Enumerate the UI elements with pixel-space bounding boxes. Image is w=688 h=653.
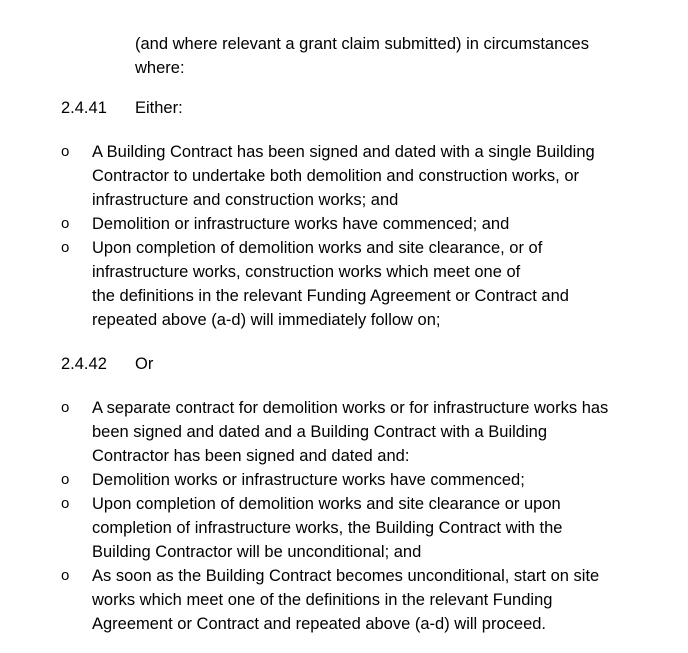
- bullet-icon: o: [61, 471, 70, 488]
- clause-number: 2.4.41: [61, 99, 107, 117]
- list-item-line: infrastructure works, construction works which meet one of: [92, 263, 521, 281]
- bullet-icon: o: [61, 215, 70, 232]
- bullet-icon: o: [61, 567, 70, 584]
- list-item-line: Contractor has been signed and dated and:: [92, 447, 410, 465]
- list-item-line: Contractor to undertake both demolition and construction works, or: [92, 167, 580, 185]
- list-item-line: As soon as the Building Contract becomes unconditional, start on site: [92, 567, 600, 585]
- bullet-icon: o: [61, 495, 70, 512]
- list-item-line: works which meet one of the definitions in the relevant Funding: [92, 591, 553, 609]
- list-item-line: Upon completion of demolition works and site clearance, or of: [92, 239, 543, 257]
- list-item-line: completion of infrastructure works, the Building Contract with the: [92, 519, 563, 537]
- list-item-line: infrastructure and construction works; and: [92, 191, 399, 209]
- list-item-line: been signed and dated and a Building Contract with a Building: [92, 423, 547, 441]
- bullet-icon: o: [61, 239, 70, 256]
- list-item: [0, 564, 667, 636]
- list-item-line: repeated above (a-d) will immediately follow on;: [92, 311, 441, 329]
- intro-line: where:: [135, 59, 185, 77]
- list-item-line: Demolition or infrastructure works have commenced; and: [92, 215, 510, 233]
- clause-number: 2.4.42: [61, 355, 107, 373]
- list-item-line: A separate contract for demolition works or for infrastructure works has: [92, 399, 609, 417]
- list-item-line: Agreement or Contract and repeated above (a-d) will proceed.: [92, 615, 546, 633]
- clause-2-4-41-list: [0, 140, 688, 332]
- list-item-line: Building Contractor will be unconditional; and: [92, 543, 422, 561]
- list-item-line: Demolition works or infrastructure works have commenced;: [92, 471, 525, 489]
- list-item-line: A Building Contract has been signed and dated with a single Building: [92, 143, 595, 161]
- list-item: [0, 468, 667, 492]
- clause-2-4-42-heading: [61, 352, 661, 376]
- list-item-line: the definitions in the relevant Funding Agreement or Contract and: [92, 287, 569, 305]
- bullet-icon: o: [61, 143, 70, 160]
- list-item: [0, 212, 667, 236]
- intro-line: (and where relevant a grant claim submitted) in circumstances: [135, 35, 589, 53]
- list-item-line: Upon completion of demolition works and site clearance or upon: [92, 495, 561, 513]
- clause-heading: Either:: [135, 99, 183, 117]
- list-item: [0, 492, 667, 564]
- clause-2-4-41-heading: [61, 96, 661, 120]
- list-item: [0, 140, 667, 212]
- list-item: [0, 236, 667, 332]
- intro-paragraph: [135, 32, 675, 80]
- clause-2-4-42-list: [0, 396, 688, 636]
- list-item: [0, 396, 667, 468]
- clause-heading: Or: [135, 355, 154, 373]
- bullet-icon: o: [61, 399, 70, 416]
